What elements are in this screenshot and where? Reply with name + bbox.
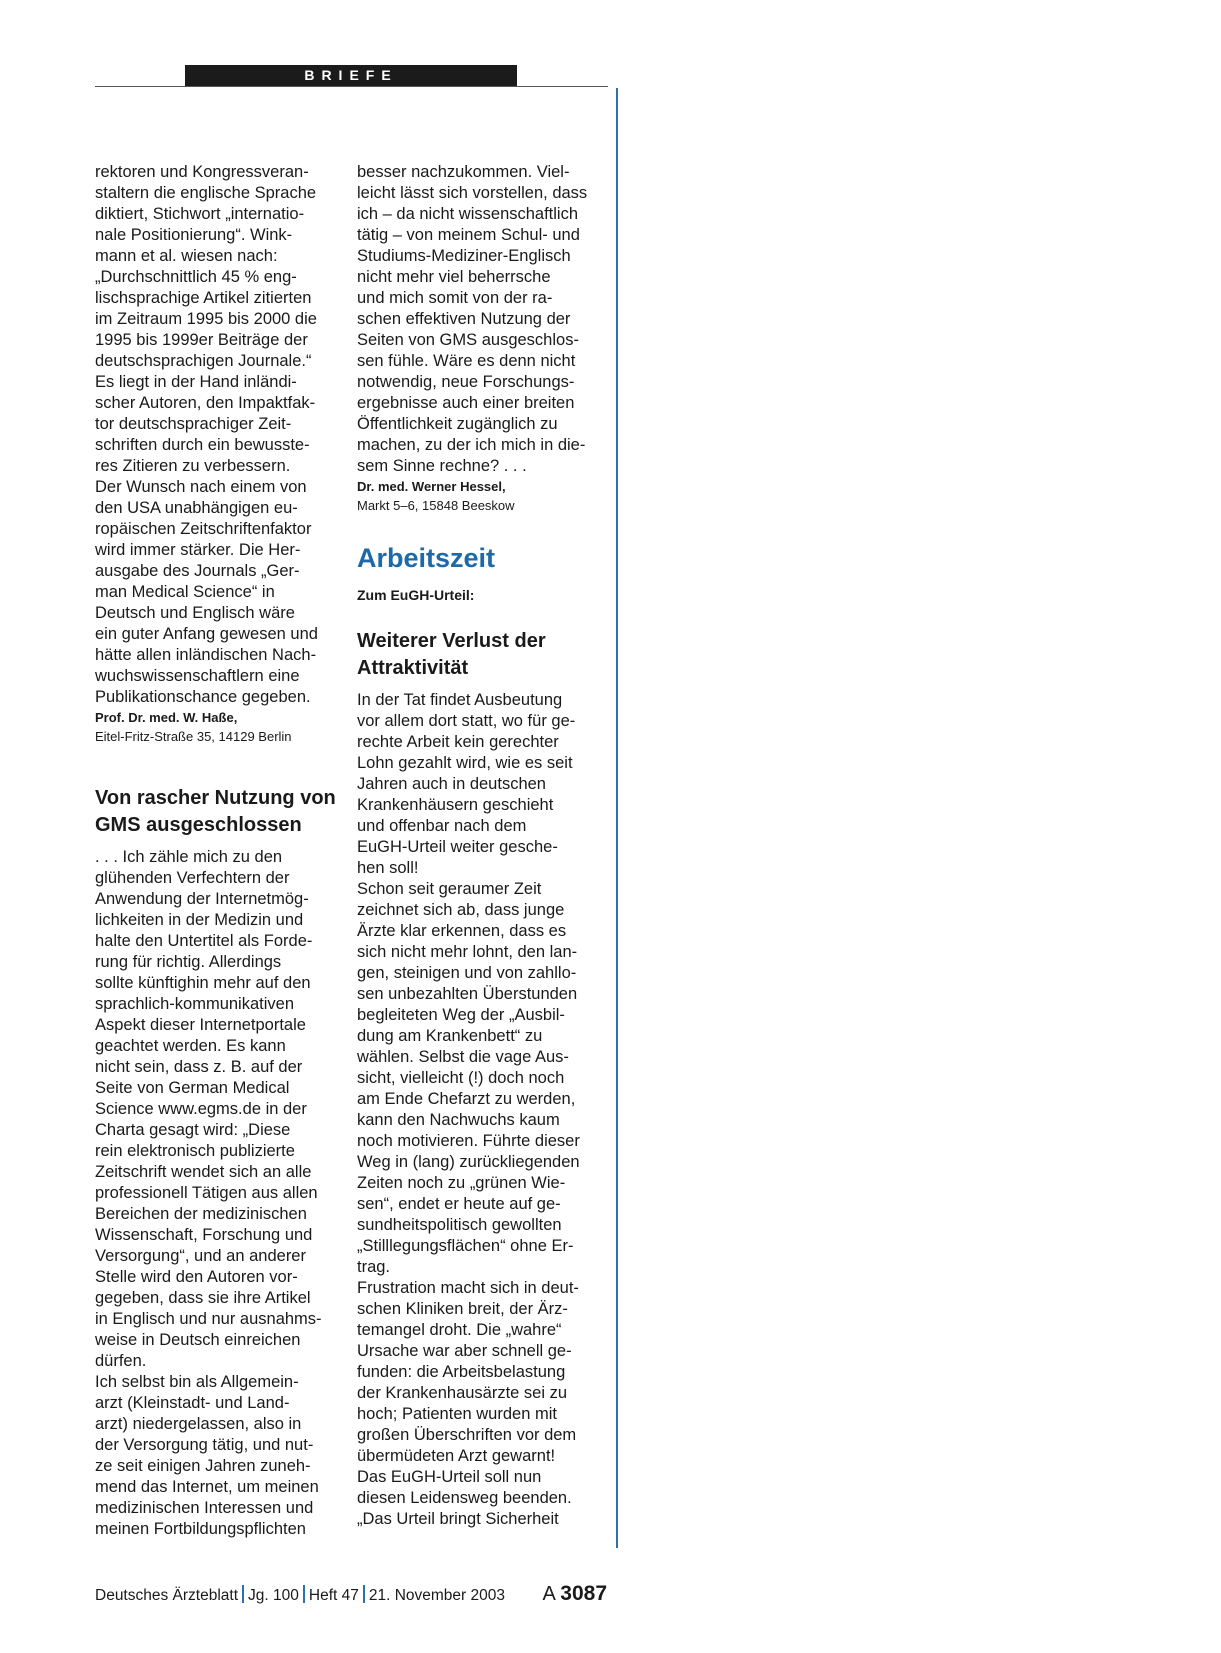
text-line: nale Positionierung“. Wink- <box>95 226 293 244</box>
text-line: wird immer stärker. Die Her- <box>95 541 301 559</box>
text-line: medizinischen Interessen und <box>95 1499 314 1517</box>
text-line: arzt) niedergelassen, also in <box>95 1415 302 1433</box>
text-line: dürfen. <box>95 1352 147 1370</box>
text-line: sollte künftighin mehr auf den <box>95 974 311 992</box>
letter-title: GMS ausgeschlossen <box>95 814 302 836</box>
text-line: lichkeiten in der Medizin und <box>95 911 304 929</box>
text-line: Schon seit geraumer Zeit <box>357 880 542 898</box>
rubric-title: Arbeitszeit <box>357 543 496 573</box>
signature-name: Dr. med. Werner Hessel, <box>357 479 506 494</box>
text-line: ein guter Anfang gewesen und <box>95 625 318 643</box>
text-line: sicht, vielleicht (!) doch noch <box>357 1069 565 1087</box>
section-header: BRIEFE <box>185 65 517 86</box>
text-line: Charta gesagt wird: „Diese <box>95 1121 291 1139</box>
text-line: notwendig, neue Forschungs- <box>357 373 575 391</box>
journal-date: 21. November 2003 <box>368 1587 505 1604</box>
text-line: tor deutschsprachiger Zeit- <box>95 415 292 433</box>
text-line: rung für richtig. Allerdings <box>95 953 282 971</box>
text-line: großen Überschriften vor dem <box>357 1426 577 1444</box>
text-line: weise in Deutsch einreichen <box>95 1331 301 1349</box>
text-line: Deutsch und Englisch wäre <box>95 604 295 622</box>
text-line: besser nachzukommen. Viel- <box>357 163 570 181</box>
text-line: Ich selbst bin als Allgemein- <box>95 1373 299 1391</box>
text-line: Lohn gezahlt wird, wie es seit <box>357 754 573 772</box>
text-line: machen, zu der ich mich in die- <box>357 436 586 454</box>
letter-title: Von rascher Nutzung von <box>95 787 336 809</box>
text-line: gegeben, dass sie ihre Artikel <box>95 1289 311 1307</box>
text-line: Seiten von GMS ausgeschlos- <box>357 331 579 349</box>
signature-address: Eitel-Fritz-Straße 35, 14129 Berlin <box>95 729 292 744</box>
text-line: res Zitieren zu verbessern. <box>95 457 291 475</box>
text-line: Öffentlichkeit zugänglich zu <box>357 415 558 433</box>
text-line: Weg in (lang) zurückliegenden <box>357 1153 580 1171</box>
header-rule <box>95 86 608 87</box>
page-footer <box>95 1583 615 1609</box>
journal-volume: Jg. 100 <box>248 1587 299 1604</box>
reference-line: Zum EuGH-Urteil: <box>357 587 475 603</box>
text-line: ausgabe des Journals „Ger- <box>95 562 300 580</box>
column-rule <box>616 88 618 1548</box>
page-number-value: 3087 <box>560 1582 607 1605</box>
text-line: . . . Ich zähle mich zu den <box>95 848 283 866</box>
text-line: den USA unabhängigen eu- <box>95 499 298 517</box>
text-line: nicht sein, dass z. B. auf der <box>95 1058 303 1076</box>
text-line: schen effektiven Nutzung der <box>357 310 571 328</box>
footer-separator <box>363 1585 365 1603</box>
text-line: tätig – von meinem Schul- und <box>357 226 580 244</box>
text-line: diktiert, Stichwort „internatio- <box>95 205 305 223</box>
text-line: staltern die englische Sprache <box>95 184 317 202</box>
text-line: EuGH-Urteil weiter gesche- <box>357 838 558 856</box>
text-line: mend das Internet, um meinen <box>95 1478 319 1496</box>
text-line: „Das Urteil bringt Sicherheit <box>357 1510 559 1528</box>
text-line: Seite von German Medical <box>95 1079 290 1097</box>
text-line: Studiums-Mediziner-Englisch <box>357 247 571 265</box>
text-line: ze seit einigen Jahren zuneh- <box>95 1457 311 1475</box>
text-line: kann den Nachwuchs kaum <box>357 1111 560 1129</box>
footer-separator <box>242 1585 244 1603</box>
text-line: und offenbar nach dem <box>357 817 527 835</box>
text-line: arzt (Kleinstadt- und Land- <box>95 1394 290 1412</box>
text-line: sundheitspolitisch gewollten <box>357 1216 562 1234</box>
text-line: deutschsprachigen Journale.“ <box>95 352 312 370</box>
letter-body-3 <box>357 162 609 477</box>
text-line: Wissenschaft, Forschung und <box>95 1226 313 1244</box>
text-line: meinen Fortbildungspflichten <box>95 1520 306 1538</box>
text-line: vor allem dort statt, wo für ge- <box>357 712 576 730</box>
text-line: geachtet werden. Es kann <box>95 1037 286 1055</box>
journal-name: Deutsches Ärzteblatt <box>95 1587 239 1604</box>
text-line: professionell Tätigen aus allen <box>95 1184 318 1202</box>
text-line: sen“, endet er heute auf ge- <box>357 1195 561 1213</box>
text-line: Es liegt in der Hand inländi- <box>95 373 297 391</box>
text-line: temangel droht. Die „wahre“ <box>357 1321 562 1339</box>
text-line: Aspekt dieser Internetportale <box>95 1016 306 1034</box>
letter-body-2 <box>95 847 345 1540</box>
text-line: wählen. Selbst die vage Aus- <box>357 1048 569 1066</box>
text-line: nicht mehr viel beherrsche <box>357 268 551 286</box>
text-line: rein elektronisch publizierte <box>95 1142 295 1160</box>
text-line: Bereichen der medizinischen <box>95 1205 307 1223</box>
signature-address: Markt 5–6, 15848 Beeskow <box>357 498 515 513</box>
text-line: sprachlich-kommunikativen <box>95 995 294 1013</box>
text-line: lischsprachige Artikel zitierten <box>95 289 312 307</box>
text-line: ropäischen Zeitschriftenfaktor <box>95 520 312 538</box>
text-line: Publikationschance gegeben. <box>95 688 311 706</box>
text-line: mann et al. wiesen nach: <box>95 247 278 265</box>
text-line: „Durchschnittlich 45 % eng- <box>95 268 297 286</box>
text-line: hätte allen inländischen Nach- <box>95 646 317 664</box>
text-line: übermüdeten Arzt gewarnt! <box>357 1447 556 1465</box>
text-line: in Englisch und nur ausnahms- <box>95 1310 322 1328</box>
footer-separator <box>303 1585 305 1603</box>
text-line: Stelle wird den Autoren vor- <box>95 1268 298 1286</box>
page-prefix: A <box>542 1583 555 1605</box>
letter-body-4 <box>357 690 609 1530</box>
text-line: Ärzte klar erkennen, dass es <box>357 922 567 940</box>
page-number <box>542 1581 607 1607</box>
text-line: ergebnisse auch einer breiten <box>357 394 575 412</box>
text-line: glühenden Verfechtern der <box>95 869 290 887</box>
text-line: In der Tat findet Ausbeutung <box>357 691 563 709</box>
text-line: Das EuGH-Urteil soll nun <box>357 1468 542 1486</box>
text-line: rektoren und Kongressveran- <box>95 163 309 181</box>
text-line: Krankenhäusern geschieht <box>357 796 554 814</box>
signature-name: Prof. Dr. med. W. Haße, <box>95 710 238 725</box>
text-line: dung am Krankenbett“ zu <box>357 1027 543 1045</box>
journal-issue: Heft 47 <box>308 1587 359 1604</box>
text-line: Ursache war aber schnell ge- <box>357 1342 572 1360</box>
letter-body-1 <box>95 162 345 708</box>
text-line: wuchswissenschaftlern eine <box>95 667 300 685</box>
text-line: der Versorgung tätig, und nut- <box>95 1436 314 1454</box>
right-column <box>357 162 609 1530</box>
text-line: sich nicht mehr lohnt, den lan- <box>357 943 578 961</box>
text-line: 1995 bis 1999er Beiträge der <box>95 331 308 349</box>
text-line: scher Autoren, den Impaktfak- <box>95 394 316 412</box>
text-line: sem Sinne rechne? . . . <box>357 457 527 475</box>
text-line: sen fühle. Wäre es denn nicht <box>357 352 576 370</box>
letter-title: Weiterer Verlust der <box>357 630 546 652</box>
text-line: rechte Arbeit kein gerechter <box>357 733 559 751</box>
text-line: ich – da nicht wissenschaftlich <box>357 205 579 223</box>
text-line: man Medical Science“ in <box>95 583 275 601</box>
text-line: am Ende Chefarzt zu werden, <box>357 1090 576 1108</box>
text-line: trag. <box>357 1258 391 1276</box>
text-line: leicht lässt sich vorstellen, dass <box>357 184 588 202</box>
text-line: noch motivieren. Führte dieser <box>357 1132 580 1150</box>
text-line: schriften durch ein bewusste- <box>95 436 310 454</box>
text-line: Versorgung“, und an anderer <box>95 1247 306 1265</box>
text-line: Der Wunsch nach einem von <box>95 478 307 496</box>
text-line: halte den Untertitel als Forde- <box>95 932 313 950</box>
text-line: gen, steinigen und von zahllo- <box>357 964 577 982</box>
text-line: diesen Leidensweg beenden. <box>357 1489 572 1507</box>
text-line: schen Kliniken breit, der Ärz- <box>357 1300 568 1318</box>
text-line: im Zeitraum 1995 bis 2000 die <box>95 310 317 328</box>
text-line: „Stilllegungsflächen“ ohne Er- <box>357 1237 574 1255</box>
left-column <box>95 162 345 1540</box>
text-line: der Krankenhausärzte sei zu <box>357 1384 568 1402</box>
text-line: hoch; Patienten wurden mit <box>357 1405 557 1423</box>
text-line: und mich somit von der ra- <box>357 289 553 307</box>
text-line: Frustration macht sich in deut- <box>357 1279 579 1297</box>
text-line: Zeitschrift wendet sich an alle <box>95 1163 312 1181</box>
text-line: sen unbezahlten Überstunden <box>357 985 578 1003</box>
text-line: Zeiten noch zu „grünen Wie- <box>357 1174 566 1192</box>
text-line: funden: die Arbeitsbelastung <box>357 1363 566 1381</box>
letter-title: Attraktivität <box>357 657 469 679</box>
text-line: Anwendung der Internetmög- <box>95 890 309 908</box>
text-line: begleiteten Weg der „Ausbil- <box>357 1006 565 1024</box>
text-line: hen soll! <box>357 859 419 877</box>
text-line: zeichnet sich ab, dass junge <box>357 901 565 919</box>
text-line: Science www.egms.de in der <box>95 1100 307 1118</box>
text-line: Jahren auch in deutschen <box>357 775 546 793</box>
